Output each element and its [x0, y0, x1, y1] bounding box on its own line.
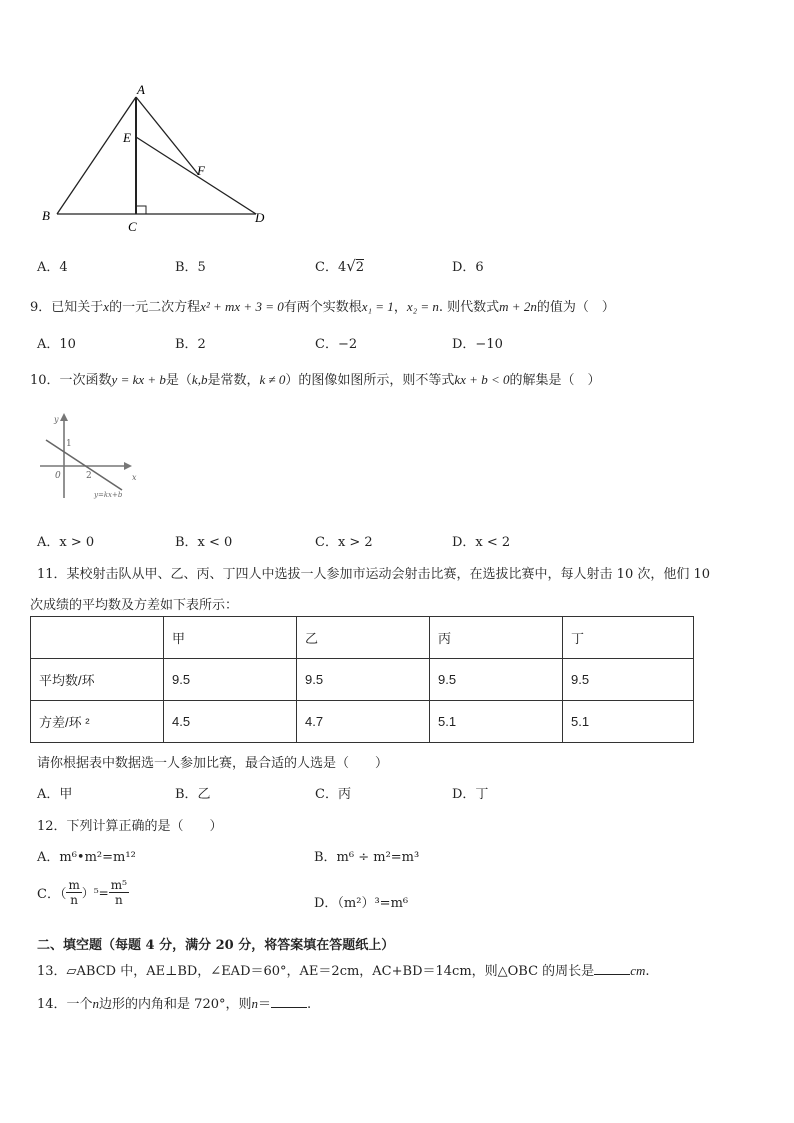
q9-stem	[30, 296, 615, 315]
table-header-cell: 乙	[297, 617, 430, 659]
q8-option-d[interactable]: D．6	[452, 260, 484, 275]
q10-text-3: 是常数，	[207, 373, 260, 388]
table-row	[31, 659, 694, 701]
q11-score-table	[30, 616, 694, 743]
label-f: F	[197, 163, 205, 178]
label-e: E	[123, 130, 131, 145]
answer-blank[interactable]	[271, 995, 307, 1008]
label-d: D	[255, 210, 265, 225]
q11-option-a[interactable]: A．甲	[37, 787, 73, 802]
table-header-row	[31, 617, 694, 659]
q13-stem	[37, 960, 650, 979]
q10-inequality: kx + b < 0	[454, 372, 510, 387]
table-cell: 9.5	[297, 659, 430, 701]
table-header-cell	[31, 617, 164, 659]
q8-triangle-figure	[30, 80, 280, 240]
table-cell: 5.1	[430, 701, 563, 743]
q11-prompt: 请你根据表中数据选一人参加比赛，最合适的人选是（ ）	[37, 756, 389, 771]
q8-option-b[interactable]: B．5	[175, 260, 206, 275]
fraction-numerator: m	[68, 878, 80, 892]
q9-expression: m + 2n	[499, 299, 537, 314]
q14-text-2: 边形的内角和是 720°，则	[99, 997, 252, 1012]
table-header-cell: 甲	[164, 617, 297, 659]
q11-option-c[interactable]: C．丙	[315, 787, 351, 802]
q12-c-prefix: C．（	[37, 887, 67, 902]
q9-text-1: 9．已知关于	[30, 300, 104, 315]
table-header-cell: 丁	[563, 617, 694, 659]
q13-end: .	[645, 964, 650, 979]
q10-text-1: 10．一次函数	[30, 373, 112, 388]
graph-label-y: y	[54, 415, 59, 424]
q10-option-c[interactable]: C．x > 2	[315, 535, 373, 550]
q12-option-a[interactable]: A．m⁶•m²=m¹²	[37, 850, 136, 865]
sqrt-symbol: √	[346, 257, 356, 275]
q11-option-b[interactable]: B．乙	[175, 787, 211, 802]
q10-option-b[interactable]: B．x < 0	[175, 535, 233, 550]
q9-root-2: x₂ = n	[406, 299, 439, 314]
q9-root-1: x₁ = 1	[361, 299, 394, 314]
q14-var-n2: n	[251, 996, 258, 1011]
q8-option-c-value: 4	[337, 260, 347, 275]
fraction-numerator: m⁵	[110, 878, 127, 892]
q10-stem	[30, 369, 601, 388]
q8-option-c[interactable]	[315, 256, 364, 275]
q11-stem-line-1: 11．某校射击队从甲、乙、丙、丁四人中选拔一人参加市运动会射击比赛，在选拔比赛中，每人射击 10 次，他们 10	[37, 567, 711, 582]
q10-option-a[interactable]: A．x > 0	[37, 535, 95, 550]
q14-end: .	[307, 997, 312, 1012]
graph-label-two: 2	[86, 471, 92, 481]
q9-var-x: x	[103, 299, 110, 314]
q12-stem: 12．下列计算正确的是（ ）	[37, 819, 223, 834]
table-cell: 9.5	[164, 659, 297, 701]
q10-text-5: 的解集是（ ）	[509, 373, 601, 388]
q12-c-fraction-1	[66, 878, 81, 907]
q9-sep: ，	[393, 300, 407, 315]
graph-label-x: x	[132, 473, 137, 482]
q12-c-fraction-2	[109, 878, 129, 907]
q8-option-a[interactable]: A．4	[37, 260, 68, 275]
table-cell: 4.5	[164, 701, 297, 743]
q10-graph	[36, 408, 146, 503]
q9-option-b[interactable]: B．2	[175, 337, 206, 352]
q14-var-n: n	[92, 996, 100, 1011]
q13-unit: cm	[630, 963, 646, 978]
q9-equation: x² + mx + 3 = 0	[200, 299, 284, 314]
graph-line-label: y=kx+b	[94, 491, 123, 499]
q9-text-5: 的值为（ ）	[536, 300, 615, 315]
q10-option-d[interactable]: D．x < 2	[452, 535, 511, 550]
answer-blank[interactable]	[594, 962, 630, 975]
q8-option-c-radicand: 2	[355, 260, 365, 275]
section-2-heading: 二、填空题（每题 4 分，满分 20 分，将答案填在答题纸上）	[37, 938, 395, 953]
q8-option-c-prefix: C．	[315, 260, 338, 275]
q14-text-3: ＝	[258, 997, 272, 1012]
table-cell: 平均数/环	[31, 659, 164, 701]
q12-option-d[interactable]: D．（m²）³=m⁶	[314, 896, 409, 911]
q13-text: 13．▱ABCD 中，AE⊥BD，∠EAD＝60°，AE＝2cm，AC+BD＝14cm，则△OBC 的周长是	[37, 964, 595, 979]
table-cell: 4.7	[297, 701, 430, 743]
q12-option-c[interactable]	[37, 878, 129, 907]
q9-text-3: 有两个实数根	[283, 300, 362, 315]
q10-function: y = kx + b	[111, 372, 166, 387]
graph-label-one: 1	[66, 439, 72, 449]
table-cell: 5.1	[563, 701, 694, 743]
label-c: C	[128, 219, 137, 234]
q10-kb: k,b	[191, 372, 208, 387]
q12-c-mid: ）⁵=	[81, 886, 109, 900]
q11-stem-line-2: 次成绩的平均数及方差如下表所示：	[30, 598, 239, 613]
q14-text-1: 14．一个	[37, 997, 93, 1012]
fraction-denominator: n	[70, 893, 79, 907]
label-b: B	[42, 208, 50, 223]
table-header-cell: 丙	[430, 617, 563, 659]
q9-text-2: 的一元二次方程	[109, 300, 201, 315]
table-cell: 9.5	[430, 659, 563, 701]
label-a: A	[137, 82, 145, 97]
q9-option-a[interactable]: A．10	[37, 337, 76, 352]
q10-k-nonzero: k ≠ 0	[259, 372, 286, 387]
q10-text-2: 是（	[165, 373, 192, 388]
q10-text-4: ）的图像如图所示，则不等式	[285, 373, 455, 388]
q9-text-4: . 则代数式	[438, 300, 500, 315]
q11-option-d[interactable]: D．丁	[452, 787, 489, 802]
q9-option-d[interactable]: D．−10	[452, 337, 503, 352]
table-cell: 方差/环 ²	[31, 701, 164, 743]
q12-option-b[interactable]: B．m⁶ ÷ m²=m³	[314, 850, 420, 865]
graph-label-origin: 0	[55, 471, 61, 481]
q9-option-c[interactable]: C．−2	[315, 337, 358, 352]
fraction-denominator: n	[114, 893, 123, 907]
table-row	[31, 701, 694, 743]
q14-stem	[37, 993, 311, 1012]
table-cell: 9.5	[563, 659, 694, 701]
